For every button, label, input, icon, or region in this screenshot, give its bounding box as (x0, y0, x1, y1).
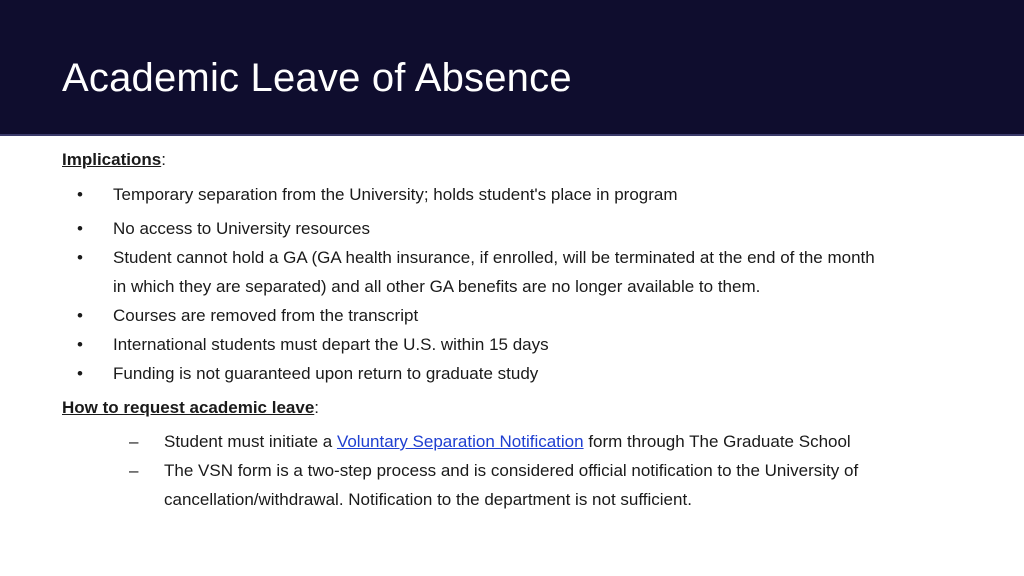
bullet-icon: • (77, 248, 83, 267)
implication-item: International students must depart the U.S. within 15 days (113, 335, 549, 354)
slide-title: Academic Leave of Absence (62, 56, 572, 100)
bullet-icon: • (77, 335, 83, 354)
vsn-link[interactable]: Voluntary Separation Notification (336, 432, 584, 451)
dash-icon: – (129, 432, 139, 451)
request-heading (62, 398, 319, 418)
request-item-prefix: Student must initiate a (164, 432, 337, 451)
implication-item: Funding is not guaranteed upon return to graduate study (113, 364, 539, 383)
implication-item: No access to University resources (113, 219, 370, 238)
bullet-icon: • (77, 364, 83, 383)
implications-heading-text: Implications (62, 150, 162, 169)
implication-item-continued: in which they are separated) and all other GA benefits are no longer available to them. (113, 277, 761, 296)
bullet-icon: • (77, 306, 83, 325)
request-item (164, 432, 851, 452)
title-bar (0, 0, 1024, 136)
implication-item: Student cannot hold a GA (GA health insurance, if enrolled, will be terminated at the end of the month (113, 248, 875, 267)
request-item-suffix: form through The Graduate School (583, 432, 851, 451)
request-item-continued: cancellation/withdrawal. Notification to the department is not sufficient. (164, 490, 692, 509)
request-heading-text: How to request academic leave (62, 398, 315, 417)
request-colon: : (314, 398, 320, 417)
implications-heading (62, 150, 166, 170)
implication-item: Courses are removed from the transcript (113, 306, 419, 325)
implication-item: Temporary separation from the University; holds student's place in program (113, 185, 678, 204)
bullet-icon: • (77, 219, 83, 238)
implications-colon: : (161, 150, 166, 169)
dash-icon: – (129, 461, 139, 480)
request-item: The VSN form is a two-step process and is considered official notification to the University of (164, 461, 859, 480)
bullet-icon: • (77, 185, 83, 204)
